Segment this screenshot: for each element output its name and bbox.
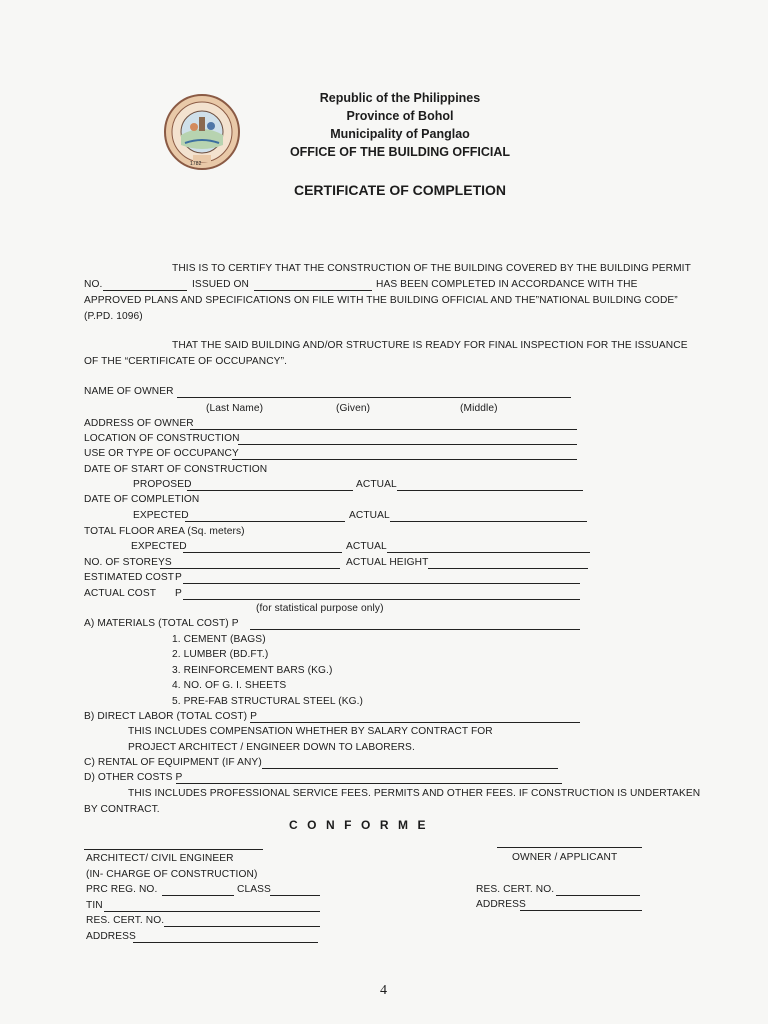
certificate-title: CERTIFICATE OF COMPLETION: [293, 182, 507, 198]
completion-expected-field[interactable]: [185, 521, 345, 522]
other-costs-label: D) OTHER COSTS P: [84, 772, 183, 783]
owner-signature-line[interactable]: [497, 847, 642, 848]
materials-field[interactable]: [250, 629, 580, 630]
name-of-owner-field[interactable]: [177, 397, 571, 398]
rental-field[interactable]: [262, 768, 558, 769]
engineer-signature-line[interactable]: [84, 849, 263, 850]
conforme-heading: CONFORME: [289, 818, 435, 832]
materials-label: A) MATERIALS (TOTAL COST) P: [84, 618, 239, 629]
proposed-field[interactable]: [187, 490, 353, 491]
floor-expected-field[interactable]: [183, 552, 342, 553]
owner-role: OWNER / APPLICANT: [512, 852, 618, 863]
direct-labor-field[interactable]: [250, 722, 580, 723]
para2-line1: THAT THE SAID BUILDING AND/OR STRUCTURE IS READY FOR FINAL INSPECTION FOR THE ISSUANCE: [172, 340, 688, 351]
floor-actual-label: ACTUAL: [346, 541, 387, 552]
class-field[interactable]: [270, 895, 320, 896]
actual-cost-peso: P: [175, 588, 182, 599]
date-start-label: DATE OF START OF CONSTRUCTION: [84, 464, 268, 475]
header-block: [230, 89, 570, 161]
material-cement: 1. CEMENT (BAGS): [172, 634, 266, 645]
actual-cost-label: ACTUAL COST: [84, 588, 157, 599]
use-label: USE OR TYPE OF OCCUPANCY: [84, 448, 239, 459]
direct-labor-label: B) DIRECT LABOR (TOTAL COST) P: [84, 711, 258, 722]
given-name-caption: (Given): [336, 403, 371, 414]
floor-expected-label: EXPECTED: [131, 541, 187, 552]
other-costs-field[interactable]: [176, 783, 562, 784]
owner-address-label: ADDRESS: [476, 899, 526, 910]
storeys-field[interactable]: [160, 568, 340, 569]
address-of-owner-field[interactable]: [190, 429, 577, 430]
owner-address-field[interactable]: [520, 910, 642, 911]
proposed-actual-label: ACTUAL: [356, 479, 397, 490]
proposed-label: PROPOSED: [133, 479, 192, 490]
engineer-address-label: ADDRESS: [86, 931, 136, 942]
engineer-res-cert-label: RES. CERT. NO.: [86, 915, 165, 926]
header-municipality: Municipality of Panglao: [330, 127, 470, 141]
para1-completed: HAS BEEN COMPLETED IN ACCORDANCE WITH THE: [376, 279, 638, 290]
storeys-label: NO. OF STOREYS: [84, 557, 172, 568]
issued-on-field[interactable]: [254, 290, 372, 291]
material-lumber: 2. LUMBER (BD.FT.): [172, 649, 269, 660]
estimated-cost-field[interactable]: [183, 583, 580, 584]
actual-height-label: ACTUAL HEIGHT: [346, 557, 429, 568]
labor-note-line1: THIS INCLUDES COMPENSATION WHETHER BY SALARY CONTRACT FOR: [128, 726, 493, 737]
permit-no-field[interactable]: [103, 290, 187, 291]
other-note-line2: BY CONTRACT.: [84, 804, 160, 815]
floor-area-label: TOTAL FLOOR AREA (Sq. meters): [84, 526, 245, 537]
material-gi-sheets: 4. NO. OF G. I. SHEETS: [172, 680, 287, 691]
class-label: CLASS: [237, 884, 271, 895]
actual-height-field[interactable]: [428, 568, 588, 569]
header-province: Province of Bohol: [346, 109, 454, 123]
rental-label: C) RENTAL OF EQUIPMENT (IF ANY): [84, 757, 262, 768]
middle-name-caption: (Middle): [460, 403, 498, 414]
labor-note-line2: PROJECT ARCHITECT / ENGINEER DOWN TO LABORERS.: [128, 742, 415, 753]
material-rebars: 3. REINFORCEMENT BARS (KG.): [172, 665, 333, 676]
engineer-res-cert-field[interactable]: [164, 926, 320, 927]
estimated-cost-peso: P: [175, 572, 182, 583]
address-of-owner-label: ADDRESS OF OWNER: [84, 418, 194, 429]
floor-actual-field[interactable]: [387, 552, 590, 553]
para1-line1: THIS IS TO CERTIFY THAT THE CONSTRUCTION OF THE BUILDING COVERED BY THE BUILDING PERMIT: [172, 263, 691, 274]
para2-line2: OF THE “CERTIFICATE OF OCCUPANCY”.: [84, 356, 288, 367]
page-number: 4: [380, 983, 387, 998]
tin-field[interactable]: [104, 911, 320, 912]
estimated-cost-label: ESTIMATED COST: [84, 572, 175, 583]
engineer-address-field[interactable]: [133, 942, 318, 943]
material-steel: 5. PRE-FAB STRUCTURAL STEEL (KG.): [172, 696, 364, 707]
actual-cost-field[interactable]: [183, 599, 580, 600]
completion-actual-field[interactable]: [390, 521, 587, 522]
use-field[interactable]: [232, 459, 577, 460]
location-label: LOCATION OF CONSTRUCTION: [84, 433, 240, 444]
last-name-caption: (Last Name): [206, 403, 264, 414]
engineer-role: ARCHITECT/ CIVIL ENGINEER: [86, 853, 234, 864]
header-republic: Republic of the Philippines: [319, 91, 481, 105]
issued-on-label: ISSUED ON: [192, 279, 249, 290]
statistical-note: (for statistical purpose only): [256, 603, 384, 614]
header-office: OFFICE OF THE BUILDING OFFICIAL: [289, 145, 511, 159]
prc-label: PRC REG. NO.: [86, 884, 158, 895]
other-note-line1: THIS INCLUDES PROFESSIONAL SERVICE FEES. PERMITS AND OTHER FEES. IF CONSTRUCTION IS UNDERTAKEN: [128, 788, 701, 799]
seal-year: 1782: [190, 161, 202, 167]
date-completion-label: DATE OF COMPLETION: [84, 494, 200, 505]
engineer-role-sub: (IN- CHARGE OF CONSTRUCTION): [86, 869, 258, 880]
start-actual-field[interactable]: [397, 490, 583, 491]
name-of-owner-label: NAME OF OWNER: [84, 386, 174, 397]
completion-actual-label: ACTUAL: [349, 510, 390, 521]
prc-field[interactable]: [162, 895, 234, 896]
para1-line4: (P.PD. 1096): [84, 311, 143, 322]
para1-line3: APPROVED PLANS AND SPECIFICATIONS ON FILE WITH THE BUILDING OFFICIAL AND THE”NATIONAL BUILDING CODE”: [84, 295, 678, 306]
tin-label: TIN: [86, 900, 103, 911]
location-field[interactable]: [238, 444, 577, 445]
owner-res-cert-field[interactable]: [556, 895, 640, 896]
completion-expected-label: EXPECTED: [133, 510, 189, 521]
permit-no-label: NO.: [84, 279, 103, 290]
owner-res-cert-label: RES. CERT. NO.: [476, 884, 555, 895]
